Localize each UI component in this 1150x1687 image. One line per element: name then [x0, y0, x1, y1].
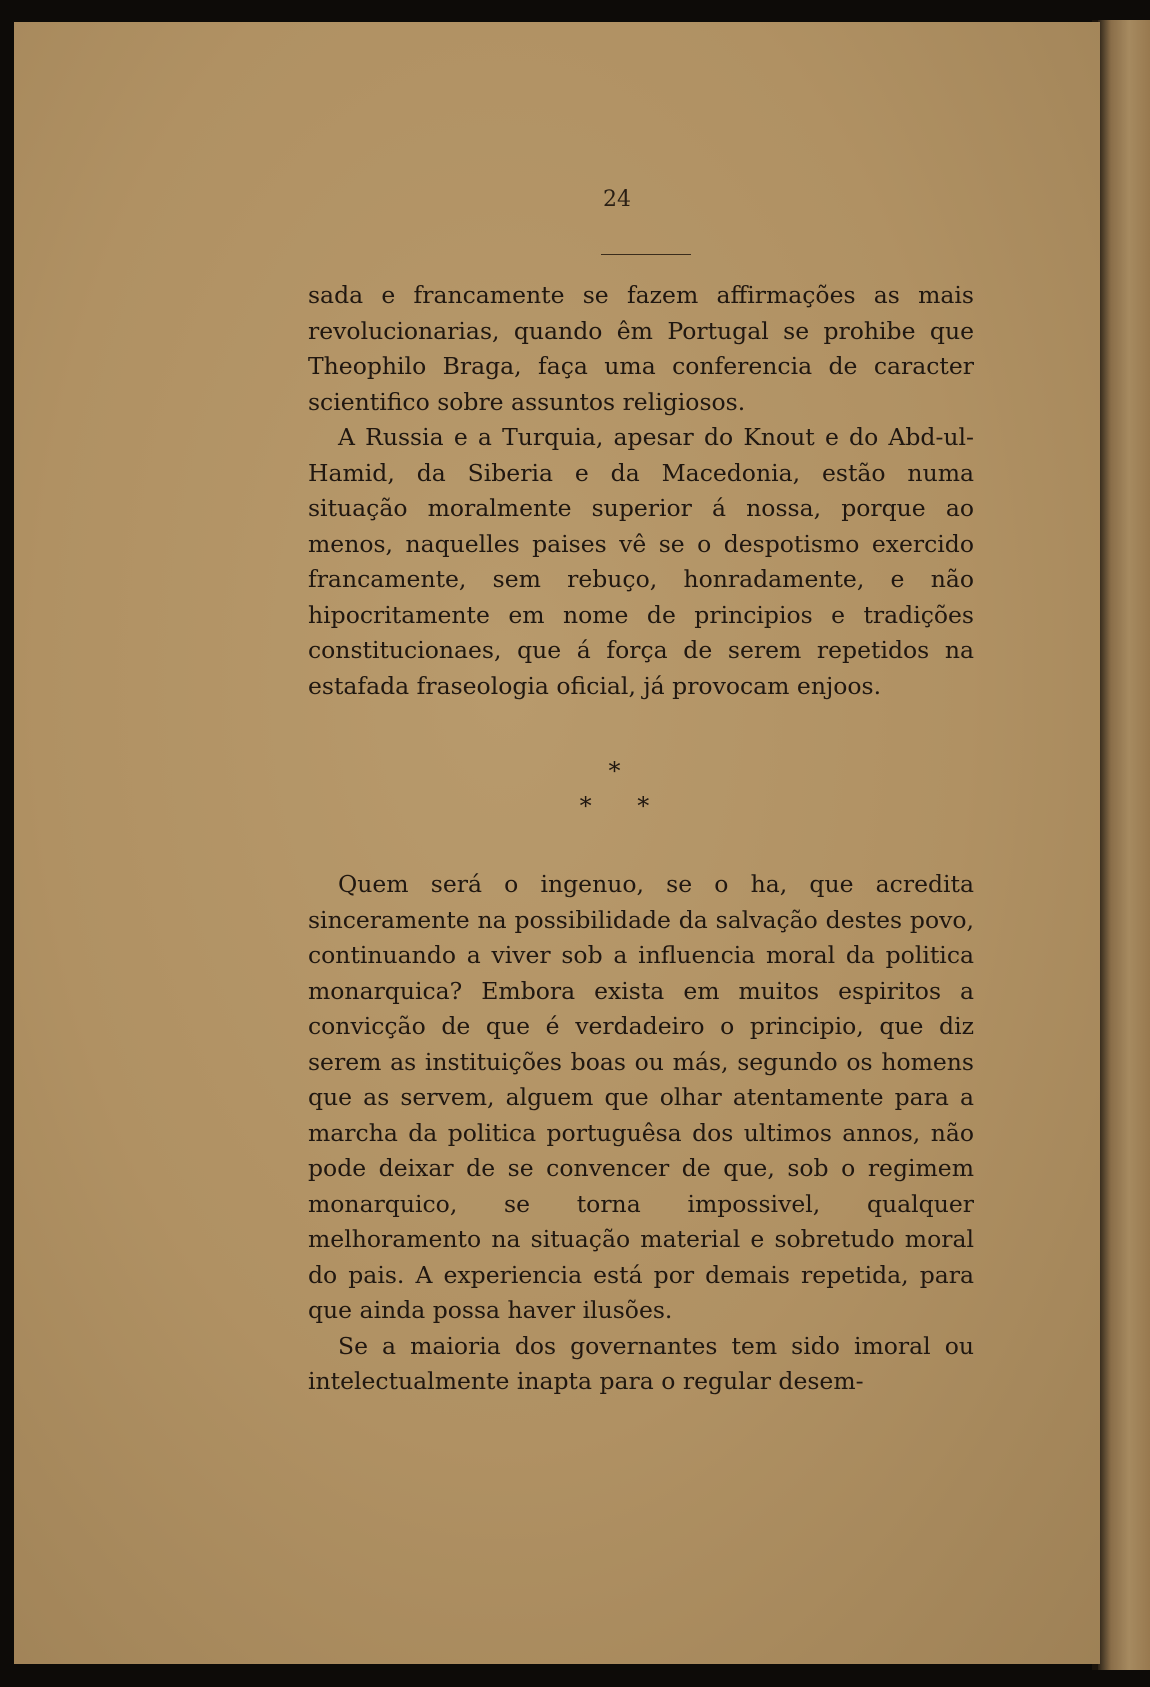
header-rule [601, 254, 691, 255]
section-separator-top-star: * [608, 757, 621, 785]
book-page [14, 22, 1100, 1664]
paragraph-continuation: sada e francamente se fazem affirmações as mais revolucionarias, quando êm Portugal se prohibe que Theophilo Braga, faça uma conferencia de caracter scientifico sobre assuntos religiosos. [308, 281, 974, 416]
paragraph-se-a-maioria: Se a maioria dos governantes tem sido imoral ou intelectualmente inapta para o regular desem- [308, 1331, 974, 1395]
section-separator-bottom-stars: * * [579, 792, 650, 820]
adjacent-page-edge [1098, 20, 1150, 1670]
text-block-top [308, 278, 974, 704]
page-number: 24 [603, 187, 631, 212]
text-block-bottom [308, 867, 974, 1400]
paragraph-quem-sera: Quem será o ingenuo, se o ha, que acredita sinceramente na possibilidade da salvação destes povo, continuando a viver sob a influencia moral da politica monarquica? Embora exista em muitos espiritos a convicção de que é verdadeiro o principio, que diz serem as instituições boas ou más, segundo os homens que as servem, alguem que olhar atentamente para a marcha da politica portuguêsa dos ultimos annos, não pode deixar de se convencer de que, sob o regimem monarquico, se torna impossivel, qualquer melhoramento na situação material e sobretudo moral do pais. A experiencia está por demais repetida, para que ainda possa haver ilusões. [308, 870, 974, 1324]
paragraph-russia-turquia: A Russia e a Turquia, apesar do Knout e do Abd-ul-Hamid, da Siberia e da Macedonia, estão numa situação moralmente superior á nossa, porque ao menos, naquelles paises vê se o despotismo exercido francamente, sem rebuço, honradamente, e não hipocritamente em nome de principios e tradições constitucionaes, que á força de serem repetidos na estafada fraseologia oficial, já provocam enjoos. [308, 423, 974, 700]
